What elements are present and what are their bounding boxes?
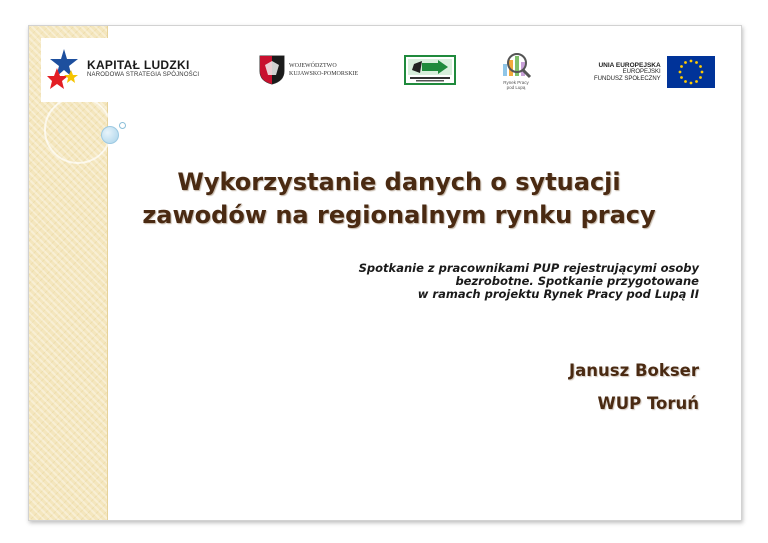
eu-flag-icon	[667, 56, 715, 88]
rynek-pracy-line1: Rynek Pracy	[503, 80, 529, 85]
eu-line2: EUROPEJSKI	[622, 68, 661, 75]
slide-title-line2: zawodów na regionalnym rynku pracy	[142, 201, 656, 229]
slide-title	[119, 166, 679, 232]
wojewodztwo-line1: WOJEWÓDZTWO	[289, 63, 337, 69]
wojewodztwo-logo	[259, 55, 358, 85]
kapital-ludzki-logo	[47, 46, 199, 90]
slide-subtitle-line2: bezrobotne. Spotkanie przygotowane	[455, 274, 699, 288]
author-name: Janusz Bokser	[569, 361, 699, 380]
road-sign-logo	[404, 55, 456, 85]
slide-subtitle-line3: w ramach projektu Rynek Pracy pod Lupą II	[417, 287, 699, 301]
eu-line1: UNIA EUROPEJSKA	[598, 61, 661, 69]
decorative-dot	[119, 122, 126, 129]
wojewodztwo-line2: KUJAWSKO-POMORSKIE	[289, 71, 359, 77]
kapital-ludzki-icon	[47, 46, 81, 90]
eu-line3: FUNDUSZ SPOŁECZNY	[594, 75, 661, 82]
rynek-pracy-logo	[497, 50, 535, 90]
slide-subtitle	[259, 262, 699, 301]
eu-logo	[594, 56, 715, 88]
magnifier-chart-icon	[497, 50, 535, 80]
slide-subtitle-line1: Spotkanie z pracownikami PUP rejestrującymi osoby	[358, 261, 699, 275]
coat-of-arms-icon	[259, 55, 285, 85]
rynek-pracy-line2: pod Lupą	[506, 85, 526, 90]
arrow-sign-icon	[404, 55, 456, 85]
organization-name: WUP Toruń	[597, 394, 699, 413]
slide	[28, 25, 742, 521]
kapital-ludzki-tagline: NARODOWA STRATEGIA SPÓJNOŚCI	[87, 72, 200, 78]
logo-bar	[41, 38, 727, 102]
slide-title-line1: Wykorzystanie danych o sytuacji	[177, 168, 621, 196]
decorative-bubble	[101, 126, 119, 144]
kapital-ludzki-name: KAPITAŁ LUDZKI	[87, 58, 190, 72]
